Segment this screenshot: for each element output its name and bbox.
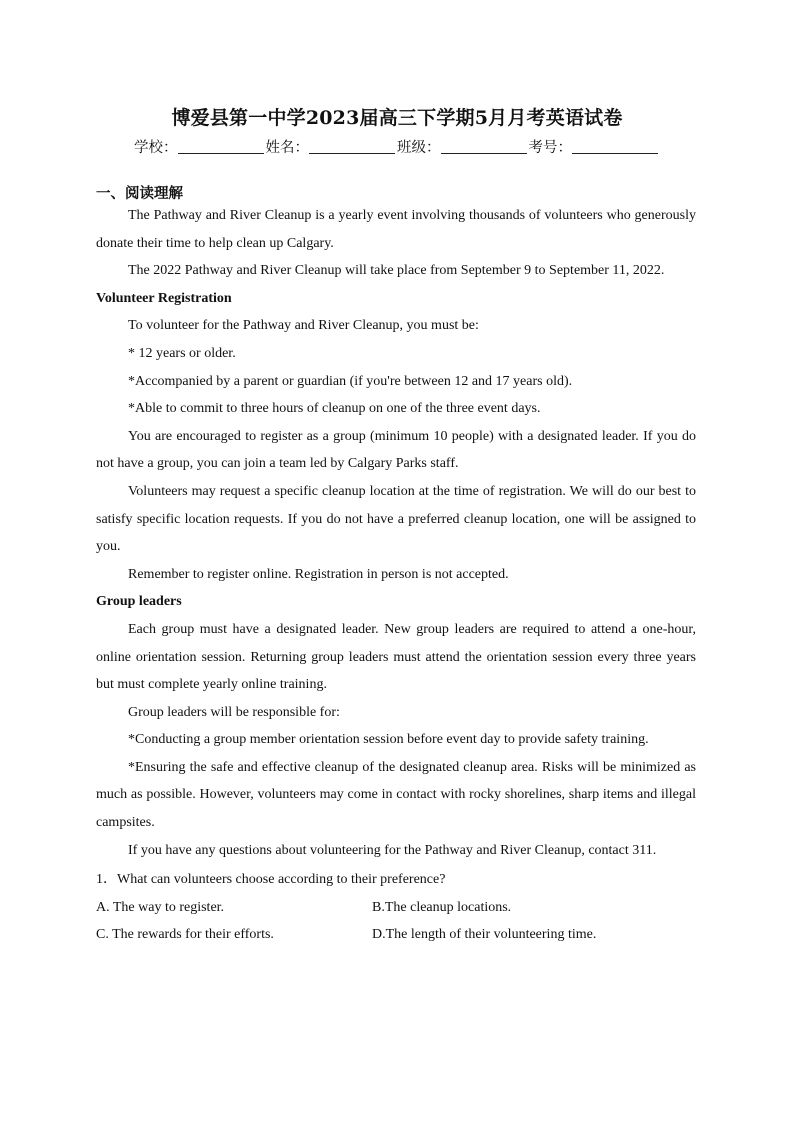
question-1-stem: 1．What can volunteers choose according to their preference? [96,872,446,888]
leader-duty-orientation: *Conducting a group member orientation session before event day to provide safety training. [128,732,649,748]
group-registration-paragraph: You are encouraged to register as a group (minimum 10 people) with a designated leader. If you do not have a group, you can join a team led by Calgary Parks staff. [96,428,696,472]
leader-duty-safety: *Ensuring the safe and effective cleanup of the designated cleanup area. Risks will be minimized as much as possible. However, volunteers may come in contact with rocky shorelines, sharp items and illegal campsites. [96,759,696,831]
options-row-1 [96,894,696,922]
location-request-paragraph: Volunteers may request a specific cleanup location at the time of registration. We will do our best to satisfy specific location requests. If you do not have a preferred cleanup location, one will be assigned to you. [96,483,696,555]
page-title: 博爱县第一中学2023届高三下学期5月月考英语试卷 [171,107,623,129]
name-label: 姓名： [265,140,309,156]
class-label: 班级： [397,140,441,156]
exam-number-label: 考号： [528,140,572,156]
section-heading: 一、阅读理解 [96,186,183,202]
option-a[interactable]: A. The way to register. [96,899,225,915]
date-paragraph: The 2022 Pathway and River Cleanup will take place from September 9 to September 11, 2022. [128,263,665,279]
leader-responsibility-intro: Group leaders will be responsible for: [128,704,340,720]
school-blank[interactable] [178,139,264,154]
register-online-paragraph: Remember to register online. Registration in person is not accepted. [128,566,509,582]
requirement-guardian: *Accompanied by a parent or guardian (if you're between 12 and 17 years old). [128,373,573,389]
class-blank[interactable] [441,139,527,154]
intro-paragraph: The Pathway and River Cleanup is a yearly event involving thousands of volunteers who generously donate their time to help clean up Calgary. [96,208,696,251]
option-d[interactable]: D.The length of their volunteering time. [372,927,597,943]
question-1-options [96,894,696,949]
leader-requirement-paragraph: Each group must have a designated leader. New group leaders are required to attend a one-hour, online orientation session. Returning group leaders must attend the orientation session every three years but must complete yearly online training. [96,621,696,693]
volunteer-registration-heading: Volunteer Registration [96,290,232,306]
reading-passage [96,202,696,949]
option-b[interactable]: B.The cleanup locations. [372,899,512,915]
options-row-2 [96,921,696,949]
requirement-age: * 12 years or older. [128,345,236,361]
school-label: 学校： [134,140,178,156]
registration-line: To volunteer for the Pathway and River Cleanup, you must be: [128,318,479,334]
contact-paragraph: If you have any questions about volunteering for the Pathway and River Cleanup, contact 311. [128,842,657,858]
requirement-commit: *Able to commit to three hours of cleanup on one of the three event days. [128,401,541,417]
group-leaders-heading: Group leaders [96,594,182,610]
option-c[interactable]: C. The rewards for their efforts. [96,927,274,943]
name-blank[interactable] [309,139,395,154]
student-info-line [0,136,794,157]
exam-number-blank[interactable] [572,139,658,154]
